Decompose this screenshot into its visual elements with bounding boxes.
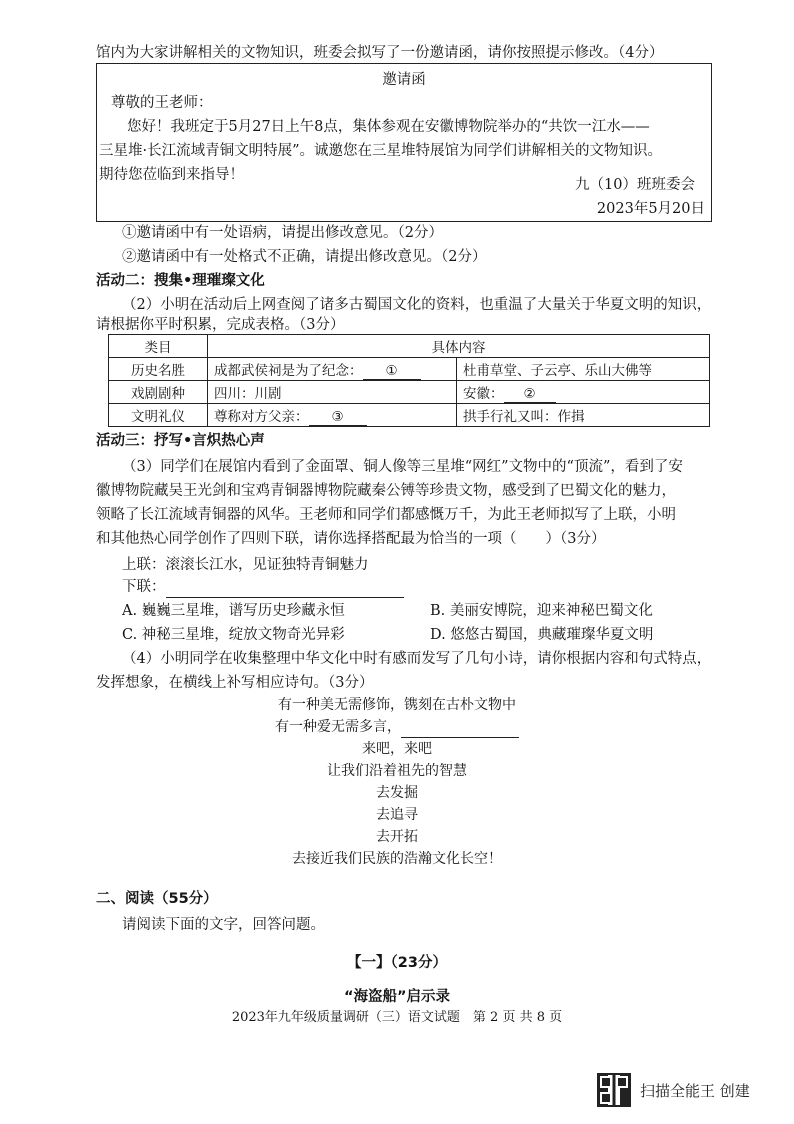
invitation-greeting: 尊敬的王老师： — [111, 95, 213, 111]
invitation-date: 2023年5月20日 — [596, 201, 705, 217]
question-2-line-2: 请根据你平时积累，完成表格。（3分） — [96, 317, 345, 333]
poem-line: 去开拓 — [376, 829, 418, 845]
invitation-body-3: 期待您莅临到来指导！ — [99, 167, 244, 183]
answer-blank-3[interactable]: ③ — [309, 409, 367, 426]
poem-line: 去接近我们民族的浩瀚文化长空！ — [292, 851, 502, 867]
part-1-heading: 【一】（23分） — [347, 955, 447, 971]
invitation-signature: 九（10）班班委会 — [575, 177, 695, 193]
table-cell-category: 历史名胜 — [109, 358, 208, 381]
section-2-instruction: 请阅读下面的文字，回答问题。 — [122, 917, 325, 933]
question-4-line-2: 发挥想象，在横线上补写相应诗句。（3分） — [96, 675, 374, 691]
table-cell-right: 拱手行礼又叫：作揖 — [457, 404, 710, 427]
poem-line-with-blank — [0, 716, 794, 738]
invitation-title: 邀请函 — [382, 72, 426, 88]
qr-code-icon — [597, 1073, 631, 1107]
option-b[interactable]: B. 美丽安博院，迎来神秘巴蜀文化 — [430, 603, 653, 619]
table-cell-left — [208, 404, 457, 427]
invitation-body-1: 您好！我班定于5月27日上午8点，集体参观在安徽博物院举办的“共饮一江水—— — [127, 119, 650, 135]
answer-blank-1[interactable]: ① — [363, 363, 421, 380]
question-3-line-3: 领略了长江流域青铜器的风华。王老师和同学们都感慨万千，为此王老师拟写了上联，小明 — [96, 507, 676, 523]
activity-2-heading: 活动二：搜集•理璀璨文化 — [96, 273, 265, 289]
table-row — [109, 404, 710, 427]
table-cell-right — [457, 381, 710, 404]
table-cell-category: 文明礼仪 — [109, 404, 208, 427]
intro-line: 馆内为大家讲解相关的文物知识，班委会拟写了一份邀请函，请你按照提示修改。（4分） — [96, 45, 664, 61]
page-footer: 2023年九年级质量调研（三）语文试题 第 2 页 共 8 页 — [231, 1010, 563, 1025]
table-cell-right: 杜甫草堂、子云亭、乐山大佛等 — [457, 358, 710, 381]
poem-line: 来吧，来吧 — [362, 741, 432, 757]
table-header-content: 具体内容 — [208, 335, 710, 358]
invitation-box — [96, 63, 712, 222]
poem-answer-blank[interactable] — [401, 721, 519, 738]
poem-line: 有一种美无需修饰，镌刻在古朴文物中 — [278, 697, 516, 713]
table-cell-left: 四川：川剧 — [208, 381, 457, 404]
option-a[interactable]: A. 巍巍三星堆，谱写历史珍藏永恒 — [122, 603, 345, 619]
question-1a: ①邀请函中有一处语病，请提出修改意见。（2分） — [122, 225, 443, 241]
table-row — [109, 358, 710, 381]
lower-couplet-row — [122, 576, 404, 598]
upper-couplet: 上联：滚滚长江水，见证独特青铜魅力 — [122, 557, 369, 573]
answer-blank-2[interactable]: ② — [504, 386, 556, 403]
table-cell-right-text: 安徽： — [463, 385, 504, 402]
question-4-line-1: （4）小明同学在收集整理中华文化中时有感而发写了几句小诗，请你根据内容和句式特点， — [122, 651, 712, 667]
culture-table — [108, 334, 710, 427]
question-3-line-2: 徽博物院藏吴王光剑和宝鸡青铜器博物院藏秦公镈等珍贵文物，感受到了巴蜀文化的魅力， — [96, 483, 676, 499]
invitation-body-2: 三星堆·长江流域青铜文明特展”。诚邀您在三星堆特展馆为同学们讲解相关的文物知识。 — [99, 143, 663, 159]
table-cell-category: 戏剧剧种 — [109, 381, 208, 404]
article-title: “海盗船”启示录 — [343, 989, 451, 1005]
table-header-category: 类目 — [109, 335, 208, 358]
table-cell-left-text: 尊称对方父亲： — [214, 408, 309, 425]
question-3-line-1: （3）同学们在展馆内看到了金面罩、铜人像等三星堆“网红”文物中的“顶流”，看到了安 — [122, 459, 683, 475]
question-3-line-4: 和其他热心同学创作了四则下联，请你选择搭配最为恰当的一项（ ）（3分） — [96, 531, 606, 547]
table-header-row — [109, 335, 710, 358]
option-d[interactable]: D. 悠悠古蜀国，典藏璀璨华夏文明 — [430, 627, 654, 643]
poem-line: 去发掘 — [376, 785, 418, 801]
option-c[interactable]: C. 神秘三星堆，绽放文物奇光异彩 — [122, 627, 345, 643]
question-1b: ②邀请函中有一处格式不正确，请提出修改意见。（2分） — [122, 249, 487, 265]
poem-line: 去追寻 — [376, 807, 418, 823]
lower-couplet-label: 下联： — [122, 579, 166, 595]
section-2-heading: 二、阅读（55分） — [96, 891, 218, 907]
activity-3-heading: 活动三：抒写•言炽热心声 — [96, 433, 265, 449]
question-2-line-1: （2）小明在活动后上网查阅了诸多古蜀国文化的资料，也重温了大量关于华夏文明的知识， — [122, 297, 712, 313]
table-cell-left — [208, 358, 457, 381]
lower-couplet-blank[interactable] — [166, 581, 404, 598]
table-cell-left-text: 成都武侯祠是为了纪念： — [214, 362, 363, 379]
table-row — [109, 381, 710, 404]
poem-line: 让我们沿着祖先的智慧 — [327, 763, 467, 779]
poem-line: 有一种爱无需多言， — [275, 719, 401, 735]
scanner-watermark: 扫描全能王 创建 — [640, 1082, 750, 1100]
